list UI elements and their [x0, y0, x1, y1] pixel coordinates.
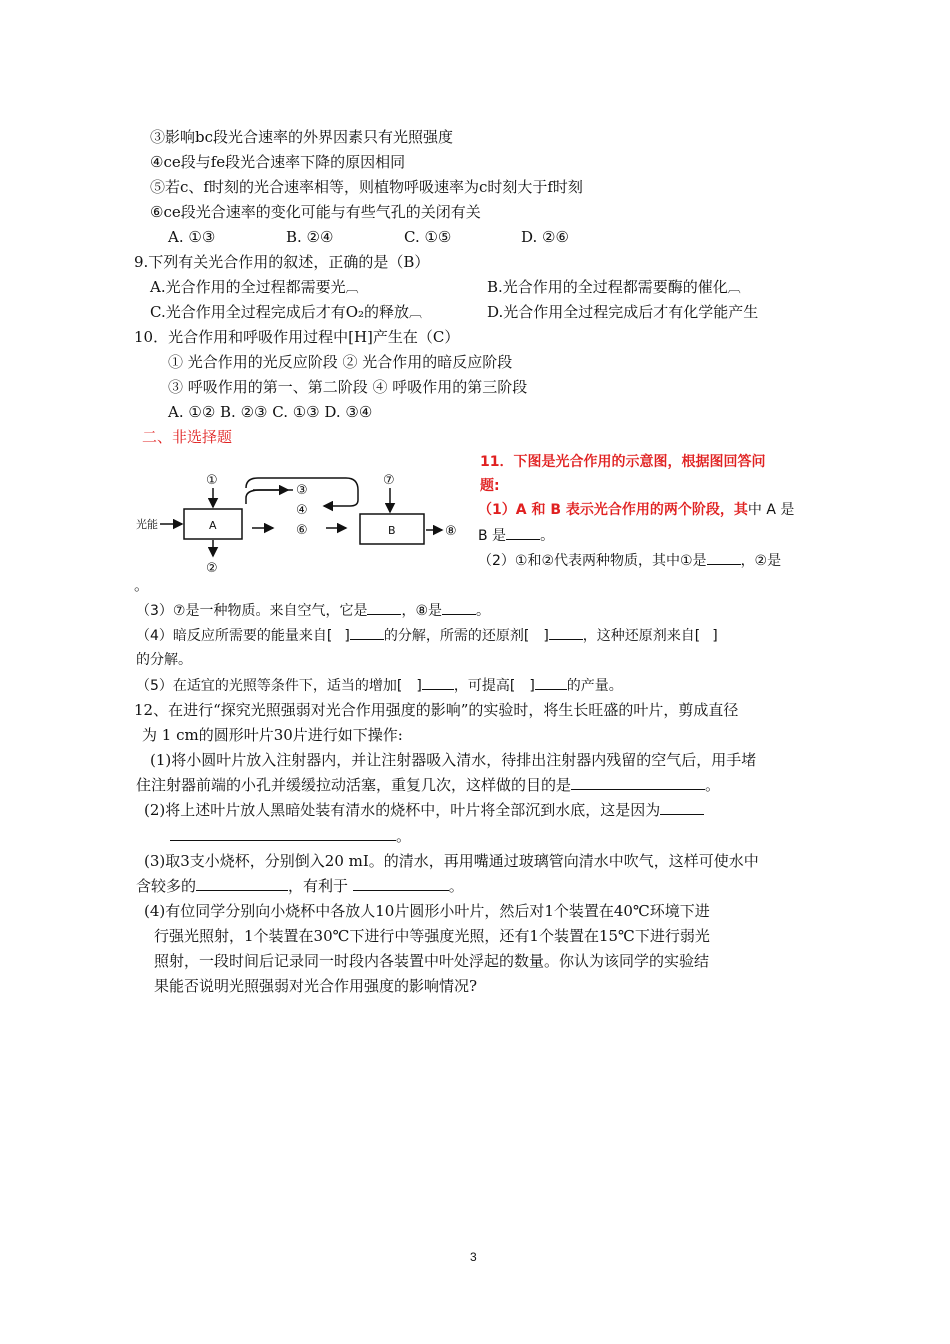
q11-part-2-mid: ，②是: [740, 553, 782, 569]
q9-option-a-text: A.光合作用的全过程都需要光: [150, 278, 346, 296]
q12-step-2-end: 。: [396, 827, 412, 845]
blank-energy[interactable]: [350, 625, 384, 640]
q11-title-line-2: 题:: [480, 478, 500, 494]
blank-increase[interactable]: [422, 675, 454, 690]
q9-option-b-text: B.光合作用的全过程都需要酶的催化: [487, 278, 728, 296]
q9-option-c-text: C.光合作用全过程完成后才有O₂的释放: [150, 303, 410, 321]
q11-title-line-1: 11．下图是光合作用的示意图，根据图回答问: [480, 454, 766, 470]
q11-part-5-d: ]: [529, 678, 535, 694]
q10-stem: 10．光合作用和呼吸作用过程中[H]产生在（C）: [134, 328, 460, 346]
q9-option-a: [150, 277, 359, 299]
q8-statement-5: ⑤若c、f时刻的光合速率相等，则植物呼吸速率为c时刻大于f时刻: [150, 178, 583, 196]
q8-option-a: A. ①③: [168, 228, 216, 246]
q10-choice-line-2: ③ 呼吸作用的第一、第二阶段 ④ 呼吸作用的第三阶段: [168, 378, 528, 396]
q12-step-4-line-2: 行强光照射，1个装置在30℃下进行中等强度光照，还有1个装置在15℃下进行弱光: [154, 927, 710, 945]
blank-reductant[interactable]: [549, 625, 583, 640]
q10-options: A. ①② B. ②③ C. ①③ D. ③④: [168, 403, 373, 421]
blank-benefit[interactable]: [353, 876, 449, 891]
q11-part-2-text: （2）①和②代表两种物质，其中①是: [478, 553, 707, 569]
blank-reason-a[interactable]: [660, 800, 704, 815]
blank-1[interactable]: [707, 550, 741, 565]
blank-8[interactable]: [442, 600, 476, 615]
q12-step-3-line-2: [136, 876, 464, 896]
q12-step-3-line-1: (3)取3支小烧杯，分别倒入20 mI。的清水，再用嘴通过玻璃管向清水中吹气，这样可使水中: [144, 852, 759, 870]
q12-step-2-line-2: [170, 826, 411, 846]
q11-part-3-mid: ，⑧是: [401, 603, 443, 619]
q11-part-1-prefix: （1）A 和 B 表示光合作用的两个阶段，其: [478, 502, 748, 518]
q12-step-1-text: 住注射器前端的小孔并缓缓拉动活塞，重复几次，这样做的目的是: [136, 776, 572, 794]
q12-step-3-c: 。: [448, 877, 464, 895]
label-7: ⑦: [383, 473, 395, 488]
stage-a-label: A: [209, 519, 217, 532]
blank-purpose[interactable]: [571, 775, 705, 790]
blank-gas[interactable]: [196, 876, 288, 891]
q11-part-1-line-1: [478, 500, 794, 520]
section-heading: 二、非选择题: [142, 428, 233, 446]
q9-option-d: D.光合作用全过程完成后才有化学能产生: [487, 303, 759, 321]
q9-option-c: [150, 302, 422, 324]
q9-option-b-mark: ︹: [727, 281, 741, 296]
blank-yield[interactable]: [535, 675, 567, 690]
label-4: ④: [296, 503, 308, 518]
q8-option-d: D. ②⑥: [521, 228, 569, 246]
q11-part-4-b: ]: [344, 628, 350, 644]
q11-part-3-end: 。: [476, 603, 491, 619]
q12-step-2-text: (2)将上述叶片放人黑暗处装有清水的烧杯中，叶片将全部沉到水底，这是因为: [144, 801, 661, 819]
q11-part-4-end: 的分解。: [136, 652, 192, 668]
q11-part-5: [136, 675, 623, 696]
q9-option-b: [487, 277, 741, 299]
q11-part-2: [478, 550, 781, 571]
q8-option-b: B. ②④: [286, 228, 334, 246]
q11-part-5-a: （5）在适宜的光照等条件下，适当的增加[: [136, 678, 403, 694]
label-6: ⑥: [296, 523, 308, 538]
q9-stem: 9.下列有关光合作用的叙述，正确的是（B）: [134, 253, 430, 271]
q8-statement-4: ④ce段与fe段光合速率下降的原因相同: [150, 153, 406, 171]
q12-step-3-b: ，有利于: [288, 877, 353, 895]
q11-part-4-c: 的分解，所需的还原剂[: [383, 628, 530, 644]
q11-part-4-d: ]: [543, 628, 549, 644]
q8-option-c: C. ①⑤: [404, 228, 452, 246]
blank-7[interactable]: [367, 600, 401, 615]
q11-part-4: [136, 625, 718, 646]
q11-part-4-a: （4）暗反应所需要的能量来自[: [136, 628, 333, 644]
q9-option-c-mark: ︹: [409, 306, 423, 321]
q12-step-1-line-1: (1)将小圆叶片放入注射器内，并让注射器吸入清水，待排出注射器内残留的空气后，用手堵: [150, 751, 757, 769]
q11-b-end: 。: [540, 528, 555, 544]
q11-part-4-e: ，这种还原剂来自[: [582, 628, 701, 644]
q10-choice-line-1: ① 光合作用的光反应阶段 ② 光合作用的暗反应阶段: [168, 353, 513, 371]
q9-option-a-mark: ︹: [345, 281, 359, 296]
label-8: ⑧: [445, 524, 457, 539]
light-energy-label: 光能: [136, 518, 158, 531]
label-2: ②: [206, 561, 218, 576]
q12-step-1-end: 。: [705, 776, 721, 794]
q8-statement-6: ⑥ce段光合速率的变化可能与有些气孔的关闭有关: [150, 203, 481, 221]
q11-part-5-b: ]: [416, 678, 422, 694]
q11-b-label: B 是: [478, 528, 507, 544]
stage-b-label: B: [388, 524, 396, 537]
q8-statement-3: ③影响bc段光合速率的外界因素只有光照强度: [150, 128, 454, 146]
q12-line-2: 为 1 cm的圆形叶片30片进行如下操作:: [142, 726, 403, 744]
cycle-loop-return: [246, 490, 293, 504]
q11-part-5-e: 的产量。: [566, 678, 623, 694]
q12-step-1-line-2: [136, 775, 720, 795]
q12-step-2: [144, 800, 704, 820]
q11-part-5-c: ，可提高[: [453, 678, 516, 694]
label-3: ③: [296, 483, 308, 498]
q12-step-3-a: 含较多的: [136, 877, 197, 895]
blank-reason-b[interactable]: [170, 826, 396, 841]
q11-part-4-f: ]: [712, 628, 718, 644]
q11-part-1-text: 中 A 是: [747, 502, 795, 518]
blank-b[interactable]: [506, 525, 540, 540]
q11-part-1-line-2: [478, 525, 554, 546]
q11-part-3-text: （3）⑦是一种物质。来自空气，它是: [136, 603, 368, 619]
q12-line-1: 12、在进行“探究光照强弱对光合作用强度的影响”的实验时，将生长旺盛的叶片，剪成直径: [134, 701, 739, 719]
q12-step-4-line-1: (4)有位同学分别向小烧杯中各放人10片圆形小叶片，然后对1个装置在40℃环境下进: [144, 902, 710, 920]
page-number: 3: [470, 1250, 477, 1264]
q12-step-4-line-3: 照射，一段时间后记录同一时段内各装置中叶处浮起的数量。你认为该同学的实验结: [154, 952, 710, 970]
q11-part-2-end: 。: [134, 576, 150, 594]
label-1: ①: [206, 473, 218, 488]
photosynthesis-diagram: [128, 468, 473, 580]
q11-part-3: [136, 600, 490, 621]
q12-step-4-line-4: 果能否说明光照强弱对光合作用强度的影响情况?: [154, 977, 478, 995]
